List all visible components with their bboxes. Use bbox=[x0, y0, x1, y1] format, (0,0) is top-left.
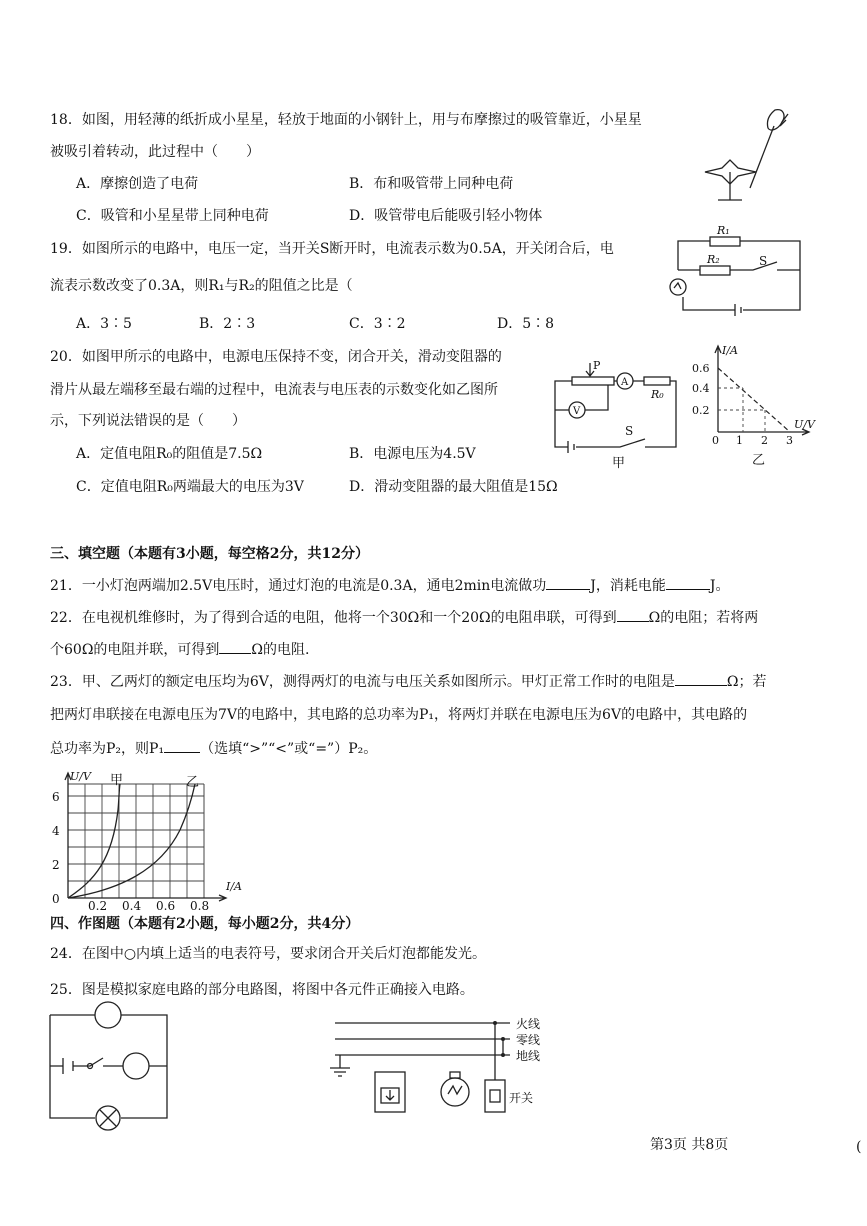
q20-yi-ytick: 0.4 bbox=[692, 382, 710, 395]
q20-slider-label: P bbox=[593, 359, 601, 372]
fire-wire-label: 火线 bbox=[516, 1017, 541, 1031]
q19-line2: 流表示数改变了0.3A，则R₁与R₂的阻值之比是（ bbox=[50, 278, 353, 294]
q20-fig-jia-caption: 甲 bbox=[612, 456, 626, 471]
q23-blank-2[interactable] bbox=[164, 738, 200, 753]
q20-fig-yi-caption: 乙 bbox=[752, 453, 766, 468]
q21-blank-1[interactable] bbox=[546, 575, 590, 590]
q23-xtick: 0.8 bbox=[190, 899, 210, 913]
q22-line1 bbox=[50, 607, 758, 627]
q19-circuit bbox=[665, 222, 810, 317]
q20-option-a: A．定值电阻R₀的阻值是7.5Ω bbox=[76, 446, 263, 462]
q21 bbox=[50, 575, 730, 595]
q20-voltmeter-label: V bbox=[573, 406, 581, 417]
q23-text-e: （选填“>”“<”或“=”）P₂。 bbox=[200, 741, 378, 757]
neutral-wire-label: 零线 bbox=[516, 1033, 541, 1047]
q20-option-b: B．电源电压为4.5V bbox=[349, 446, 476, 462]
q20-circuit-jia bbox=[550, 355, 685, 470]
q20-yi-xtick: 0 bbox=[712, 434, 719, 447]
q20-line2: 滑片从最左端移至最右端的过程中，电流表与电压表的示数变化如乙图所 bbox=[50, 382, 498, 398]
q20-yi-ylabel: I/A bbox=[722, 344, 738, 357]
q18-line1: 18．如图，用轻薄的纸折成小星星，轻放于地面的小钢针上，用与布摩擦过的吸管靠近，小星星 bbox=[50, 112, 642, 128]
q23-blank-1[interactable] bbox=[675, 671, 727, 686]
q22-text-c: 个60Ω的电阻并联，可得到 bbox=[50, 642, 220, 658]
q20-line1: 20．如图甲所示的电路中，电源电压保持不变，闭合开关，滑动变阻器的 bbox=[50, 349, 502, 365]
q20-graph-yi bbox=[690, 340, 825, 470]
q19-line1: 19．如图所示的电路中，电压一定，当开关S断开时，电流表示数为0.5A，开关闭合后，电 bbox=[50, 241, 614, 257]
q25-circuit bbox=[320, 1010, 550, 1150]
q19-option-b: B．2∶3 bbox=[199, 316, 256, 332]
q20-yi-ytick: 0.2 bbox=[692, 404, 710, 417]
meter-circle-top[interactable] bbox=[95, 1002, 121, 1028]
section3-heading: 三、填空题（本题有3小题，每空格2分，共12分） bbox=[50, 546, 369, 562]
q21-text-b: J，消耗电能 bbox=[590, 578, 666, 594]
q22-text-b: Ω的电阻；若将两 bbox=[648, 610, 759, 626]
q18-option-c: C．吸管和小星星带上同种电荷 bbox=[76, 208, 269, 224]
q19-r2-label: R₂ bbox=[707, 253, 720, 266]
q22-blank-1[interactable] bbox=[617, 607, 649, 622]
q22-text-a: 22．在电视机维修时，为了得到合适的电阻，他将一个30Ω和一个20Ω的电阻串联，可得到 bbox=[50, 610, 617, 626]
q23-ytick: 0 bbox=[52, 892, 60, 906]
q23-ytick: 4 bbox=[52, 824, 60, 838]
q21-text-c: J。 bbox=[709, 578, 730, 594]
q23-xtick: 0.2 bbox=[88, 899, 108, 913]
q20-yi-xtick: 3 bbox=[786, 434, 793, 447]
q18-option-b: B．布和吸管带上同种电荷 bbox=[349, 176, 514, 192]
q23-xtick: 0.4 bbox=[122, 899, 142, 913]
q20-yi-xtick: 1 bbox=[736, 434, 743, 447]
q23-curve-jia-label: 甲 bbox=[110, 773, 124, 788]
q22-text-d: Ω的电阻. bbox=[251, 642, 310, 658]
q23-graph bbox=[40, 770, 240, 915]
q20-ammeter-label: A bbox=[621, 377, 629, 388]
page-edge-mark: ( bbox=[856, 1139, 862, 1155]
section4-heading: 四、作图题（本题有2小题，每小题2分，共4分） bbox=[50, 916, 360, 932]
q19-option-d: D．5∶8 bbox=[497, 316, 555, 332]
q23-xlabel: I/A bbox=[226, 880, 242, 893]
ground-wire-label: 地线 bbox=[516, 1049, 541, 1063]
q24-text: 24．在图中○内填上适当的电表符号，要求闭合开关后灯泡都能发光。 bbox=[50, 946, 487, 962]
q20-option-d: D．滑动变阻器的最大阻值是15Ω bbox=[349, 479, 558, 495]
q22-blank-2[interactable] bbox=[219, 639, 251, 654]
bulb-icon bbox=[441, 1078, 469, 1106]
q20-r0-label: R₀ bbox=[651, 388, 664, 401]
page-number: 第3页 共8页 bbox=[650, 1137, 729, 1153]
q23-line2: 把两灯串联接在电源电压为7V的电路中，其电路的总功率为P₁，将两灯并联在电源电压为6V的电路中，其电路的 bbox=[50, 707, 748, 723]
q23-line3 bbox=[50, 738, 377, 758]
switch-label: 开关 bbox=[509, 1091, 534, 1105]
q20-option-c: C．定值电阻R₀两端最大的电压为3V bbox=[76, 479, 304, 495]
q21-blank-2[interactable] bbox=[666, 575, 710, 590]
q23-ylabel: U/V bbox=[70, 770, 91, 783]
q22-line2 bbox=[50, 639, 309, 659]
q20-line3: 示，下列说法错误的是（ ） bbox=[50, 413, 246, 429]
q19-option-a: A．3∶5 bbox=[76, 316, 132, 332]
q18-line2: 被吸引着转动，此过程中（ ） bbox=[50, 144, 260, 160]
q19-r1-label: R₁ bbox=[717, 224, 730, 237]
q18-option-d: D．吸管带电后能吸引轻小物体 bbox=[349, 208, 543, 224]
q23-text-b: Ω；若 bbox=[726, 674, 767, 690]
q23-curve-yi-label: 乙 bbox=[186, 775, 200, 790]
q18-figure bbox=[700, 100, 800, 210]
q23-ytick: 2 bbox=[52, 858, 60, 872]
q20-yi-xtick: 2 bbox=[761, 434, 768, 447]
q24-circuit bbox=[45, 1000, 175, 1130]
q23-text-a: 23．甲、乙两灯的额定电压均为6V，测得两灯的电流与电压关系如图所示。甲灯正常工作时的电阻是 bbox=[50, 674, 675, 690]
q19-option-c: C．3∶2 bbox=[349, 316, 406, 332]
q25-text: 25．图是模拟家庭电路的部分电路图，将图中各元件正确接入电路。 bbox=[50, 982, 474, 998]
q21-text-a: 21．一小灯泡两端加2.5V电压时，通过灯泡的电流是0.3A，通电2min电流做功 bbox=[50, 578, 547, 594]
q23-line1 bbox=[50, 671, 766, 691]
q19-switch-label: S bbox=[759, 254, 768, 268]
q20-yi-xlabel: U/V bbox=[794, 418, 815, 431]
q23-ytick: 6 bbox=[52, 790, 60, 804]
meter-circle-middle[interactable] bbox=[123, 1053, 149, 1079]
q20-yi-ytick: 0.6 bbox=[692, 362, 710, 375]
q20-switch-label: S bbox=[625, 424, 634, 438]
q23-text-d: 总功率为P₂，则P₁ bbox=[50, 741, 165, 757]
q23-xtick: 0.6 bbox=[156, 899, 176, 913]
q18-option-a: A．摩擦创造了电荷 bbox=[76, 176, 199, 192]
switch-icon bbox=[485, 1080, 505, 1112]
